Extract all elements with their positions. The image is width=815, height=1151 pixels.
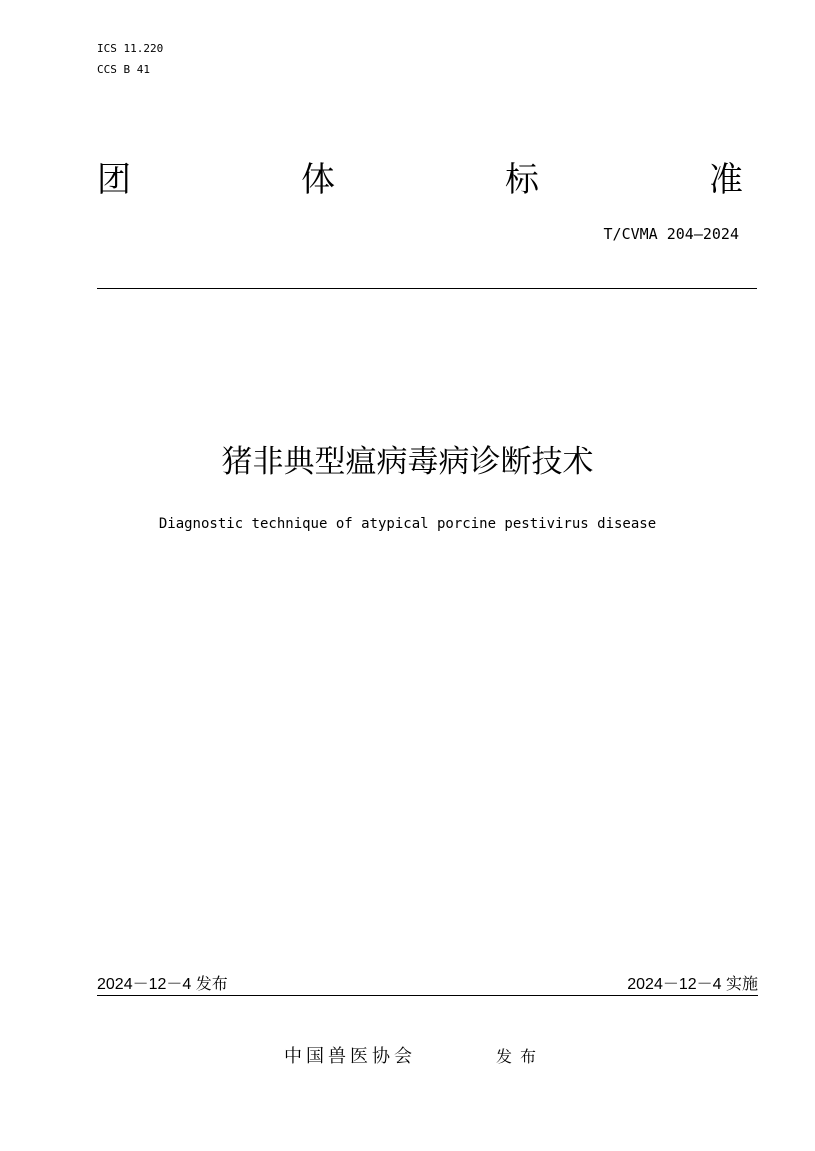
standard-type-char: 体 — [301, 160, 335, 200]
standard-type-heading — [97, 158, 743, 202]
standard-number: T/CVMA 204—2024 — [603, 225, 739, 243]
publisher-action: 发布 — [496, 1047, 545, 1066]
header-divider — [97, 288, 757, 289]
standard-type-char: 团 — [97, 160, 131, 200]
implement-date: 2024－12－4 实施 — [627, 976, 758, 993]
standard-type-char: 准 — [709, 160, 743, 200]
standard-type-char: 标 — [505, 160, 539, 200]
ccs-code: CCS B 41 — [97, 63, 150, 76]
ics-code: ICS 11.220 — [97, 42, 164, 55]
title-english: Diagnostic technique of atypical porcine pestivirus disease — [158, 516, 657, 532]
publish-date: 2024－12－4 发布 — [97, 976, 228, 993]
publisher-name: 中国兽医协会 — [284, 1046, 416, 1067]
title-chinese: 猪非典型瘟病毒病诊断技术 — [221, 444, 594, 480]
footer-divider — [97, 995, 758, 996]
